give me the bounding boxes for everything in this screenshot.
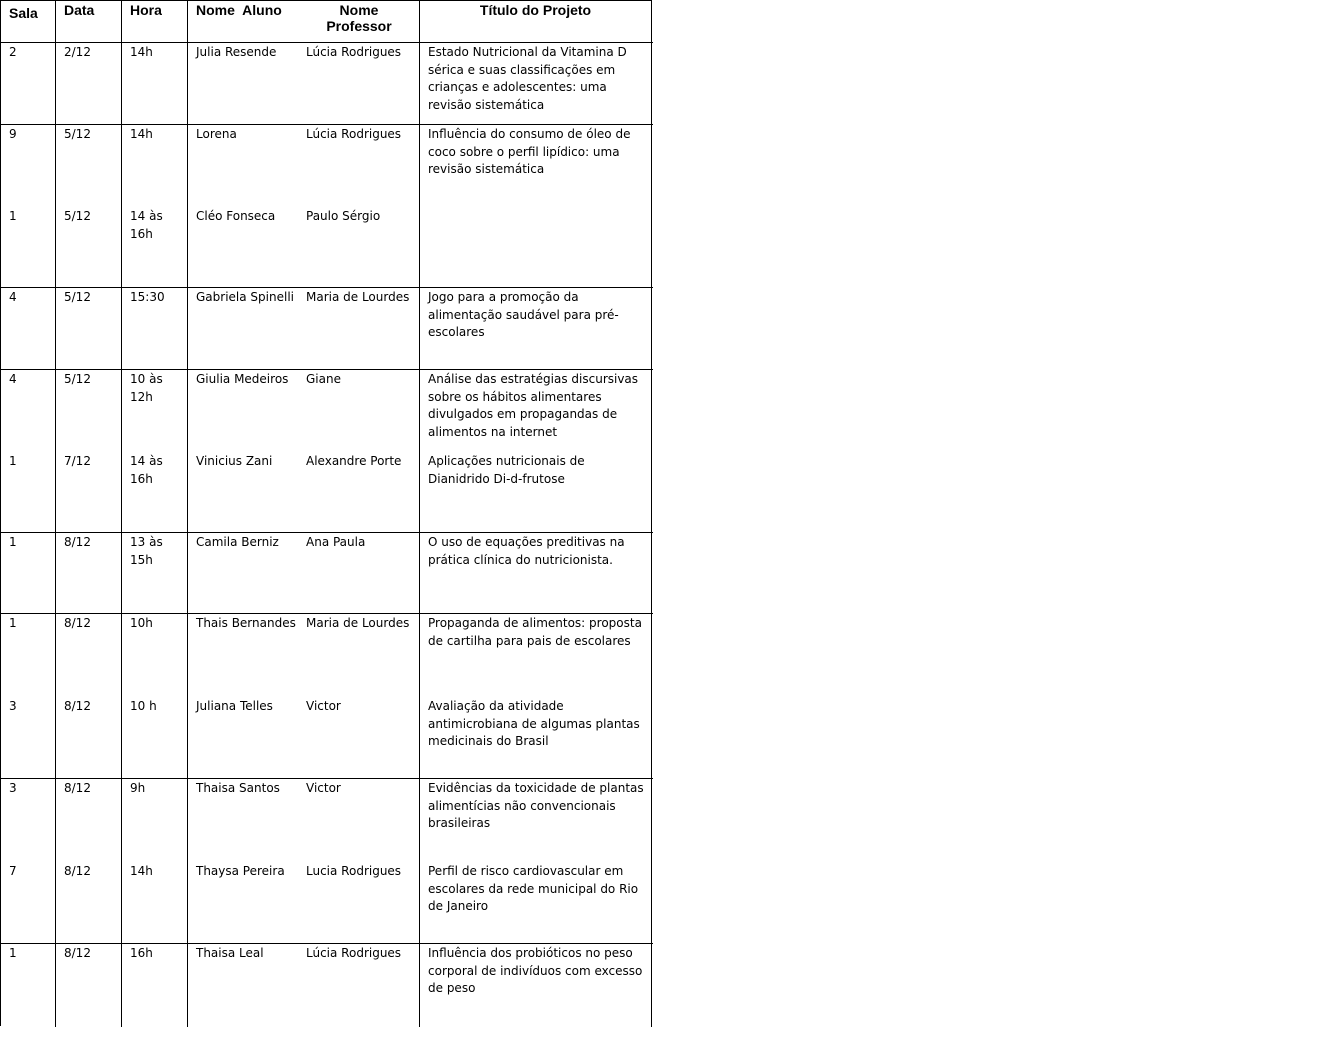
header-nome-aluno: Nome Aluno [196,2,282,18]
column-divider [55,1,56,1027]
column-divider [419,1,420,1027]
header-nome-professor-line1: Nome [339,2,379,18]
cell-hora: 13 às 15h [130,535,163,567]
cell-data: 8/12 [64,616,91,630]
cell-hora: 15:30 [130,290,165,304]
header-titulo-projeto: Título do Projeto [479,2,592,18]
cell-data: 8/12 [64,781,91,795]
cell-professor: Ana Paula [306,535,366,549]
cell-aluno: Thaisa Leal [196,946,264,960]
cell-titulo: Propaganda de alimentos: proposta de cartilha para pais de escolares [428,616,642,648]
cell-professor: Lucia Rodrigues [306,864,402,878]
cell-titulo: Estado Nutricional da Vitamina D sérica e suas classificações em crianças e adolescentes: uma revisão sistemática [428,45,627,112]
cell-sala: 9 [9,127,17,141]
cell-titulo: Análise das estratégias discursivas sobre os hábitos alimentares divulgados em propagandas de alimentos na internet [428,372,639,439]
cell-hora: 14 às 16h [130,454,163,486]
cell-data: 8/12 [64,535,91,549]
cell-professor: Alexandre Porte [306,454,402,468]
cell-aluno: Thaysa Pereira [196,864,285,878]
cell-sala: 1 [9,946,17,960]
cell-sala: 1 [9,209,17,223]
row-divider [1,42,653,43]
schedule-table [0,0,652,1026]
cell-hora: 14h [130,45,153,59]
cell-hora: 16h [130,946,153,960]
cell-hora: 14 às 16h [130,209,163,241]
cell-titulo: Perfil de risco cardiovascular em escolares da rede municipal do Rio de Janeiro [428,864,639,913]
cell-hora: 10h [130,616,153,630]
cell-hora: 9h [130,781,146,795]
cell-professor: Giane [306,372,341,386]
cell-sala: 3 [9,781,17,795]
cell-titulo: Evidências da toxicidade de plantas alimentícias não convencionais brasileiras [428,781,644,830]
cell-professor: Victor [306,699,341,713]
cell-hora: 10 h [130,699,157,713]
cell-titulo: Avaliação da atividade antimicrobiana de algumas plantas medicinais do Brasil [428,699,640,748]
cell-data: 8/12 [64,699,91,713]
cell-titulo: Influência do consumo de óleo de coco sobre o perfil lipídico: uma revisão sistemática [428,127,631,176]
cell-data: 2/12 [64,45,91,59]
cell-professor: Paulo Sérgio [306,209,381,223]
cell-titulo: Aplicações nutricionais de Dianidrido Di-d-frutose [428,454,585,486]
cell-sala: 3 [9,699,17,713]
cell-hora: 10 às 12h [130,372,163,404]
cell-hora: 14h [130,127,153,141]
row-divider [1,943,653,944]
header-nome-professor-line2: Professor [326,18,392,34]
cell-data: 8/12 [64,946,91,960]
cell-sala: 4 [9,372,17,386]
cell-aluno: Thais Bernandes [196,616,296,630]
cell-sala: 2 [9,45,17,59]
cell-data: 5/12 [64,290,91,304]
cell-professor: Maria de Lourdes [306,616,410,630]
cell-aluno: Thaisa Santos [196,781,280,795]
row-divider [1,532,653,533]
cell-sala: 1 [9,454,17,468]
header-sala: Sala [9,5,38,21]
cell-aluno: Cléo Fonseca [196,209,276,223]
row-divider [1,613,653,614]
cell-sala: 1 [9,616,17,630]
cell-professor: Lúcia Rodrigues [306,45,402,59]
cell-professor: Lúcia Rodrigues [306,127,402,141]
cell-sala: 4 [9,290,17,304]
column-divider [121,1,122,1027]
cell-data: 7/12 [64,454,91,468]
row-divider [1,778,653,779]
cell-professor: Victor [306,781,341,795]
cell-professor: Maria de Lourdes [306,290,410,304]
row-divider [1,369,653,370]
cell-titulo: Influência dos probióticos no peso corporal de indivíduos com excesso de peso [428,946,643,995]
row-divider [1,124,653,125]
cell-aluno: Gabriela Spinelli [196,290,294,304]
cell-titulo: O uso de equações preditivas na prática clínica do nutricionista. [428,535,625,567]
cell-aluno: Julia Resende [196,45,277,59]
header-hora: Hora [130,2,162,18]
cell-aluno: Lorena [196,127,237,141]
cell-professor: Lúcia Rodrigues [306,946,402,960]
cell-sala: 1 [9,535,17,549]
cell-aluno: Giulia Medeiros [196,372,289,386]
cell-aluno: Juliana Telles [196,699,273,713]
cell-sala: 7 [9,864,17,878]
column-divider [651,1,652,1027]
cell-aluno: Camila Berniz [196,535,279,549]
cell-data: 5/12 [64,127,91,141]
cell-data: 5/12 [64,372,91,386]
cell-data: 5/12 [64,209,91,223]
cell-hora: 14h [130,864,153,878]
cell-titulo: Jogo para a promoção da alimentação saudável para pré-escolares [428,290,619,339]
cell-aluno: Vinicius Zani [196,454,273,468]
header-data: Data [64,2,95,18]
cell-data: 8/12 [64,864,91,878]
column-divider [187,1,188,1027]
row-divider [1,287,653,288]
